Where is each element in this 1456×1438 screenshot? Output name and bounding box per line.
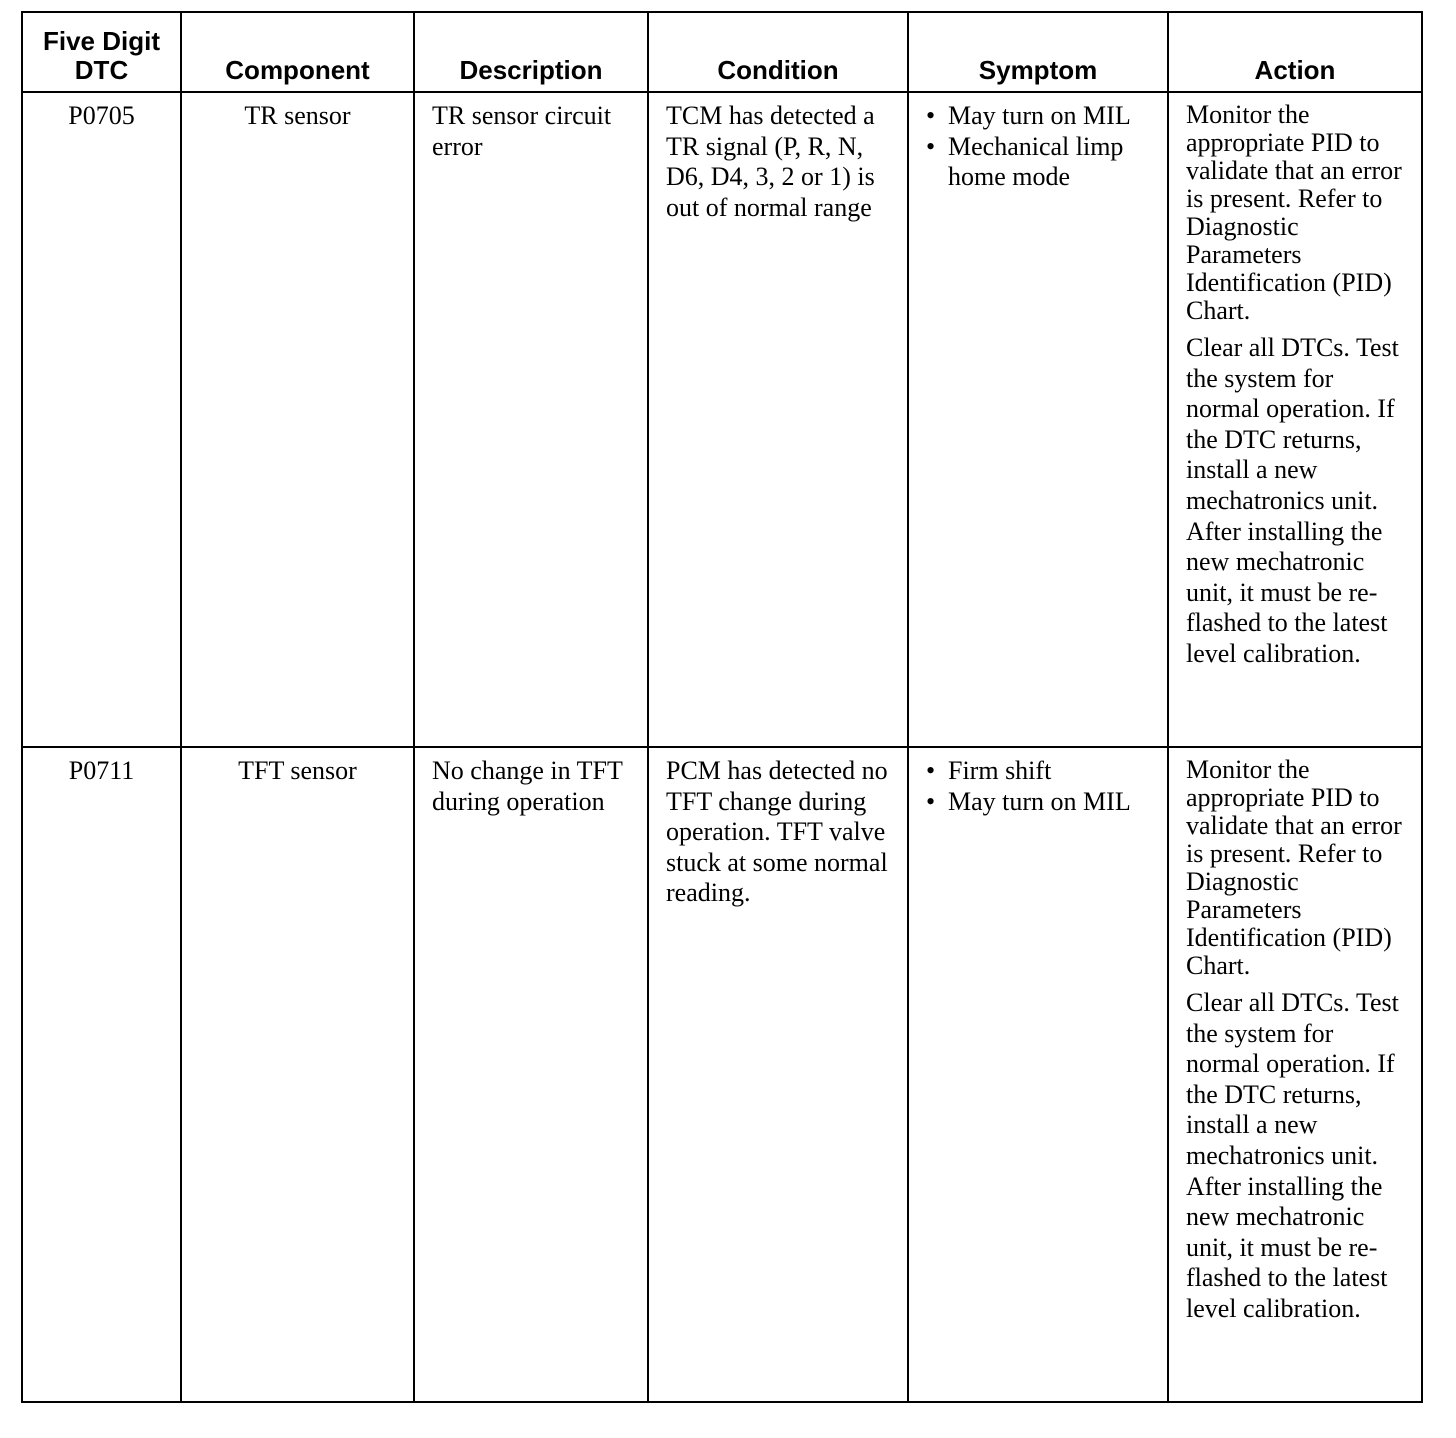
symptom-item: • Mechanical limp home mode xyxy=(926,132,1153,193)
symptom-list xyxy=(926,101,1153,193)
description-cell: No change in TFT during operation xyxy=(414,747,648,1402)
symptom-list xyxy=(926,756,1153,817)
action-steps: Clear all DTCs. Test the system for normal operation. If the DTC returns, install a new mechatronics unit. After installing the new mechatronic unit, it must be re-flashed to the latest level calibration. xyxy=(1186,988,1399,1323)
dtc-code: P0705 xyxy=(22,92,181,747)
condition-cell: PCM has detected no TFT change during operation. TFT valve stuck at some normal reading. xyxy=(648,747,908,1402)
header-description: Description xyxy=(414,12,648,92)
description-cell: TR sensor circuit error xyxy=(414,92,648,747)
component-cell: TR sensor xyxy=(181,92,414,747)
symptom-cell xyxy=(908,92,1168,747)
condition-cell: TCM has detected a TR signal (P, R, N, D6, D4, 3, 2 or 1) is out of normal range xyxy=(648,92,908,747)
action-cell xyxy=(1168,747,1422,1402)
header-action: Action xyxy=(1168,12,1422,92)
symptom-item: • May turn on MIL xyxy=(926,787,1153,818)
header-condition: Condition xyxy=(648,12,908,92)
symptom-item: • May turn on MIL xyxy=(926,101,1153,132)
header-dtc-line1: Five Digit xyxy=(42,26,160,56)
header-row xyxy=(22,12,1422,92)
header-dtc xyxy=(22,12,181,92)
symptom-item: • Firm shift xyxy=(926,756,1153,787)
header-dtc-line2: DTC xyxy=(74,55,129,85)
component-cell: TFT sensor xyxy=(181,747,414,1402)
dtc-table xyxy=(21,11,1423,1403)
table-row xyxy=(22,747,1422,1402)
dtc-code: P0711 xyxy=(22,747,181,1402)
header-symptom: Symptom xyxy=(908,12,1168,92)
action-steps: Clear all DTCs. Test the system for normal operation. If the DTC returns, install a new mechatronics unit. After installing the new mechatronic unit, it must be re-flashed to the latest level calibration. xyxy=(1186,333,1399,668)
header-component: Component xyxy=(181,12,414,92)
action-note: Monitor the appropriate PID to validate that an error is present. Refer to Diagnostic Parameters Identification (PID) Chart. xyxy=(1186,755,1402,980)
table-row xyxy=(22,92,1422,747)
action-cell xyxy=(1168,92,1422,747)
symptom-cell xyxy=(908,747,1168,1402)
action-note: Monitor the appropriate PID to validate that an error is present. Refer to Diagnostic Parameters Identification (PID) Chart. xyxy=(1186,100,1402,325)
